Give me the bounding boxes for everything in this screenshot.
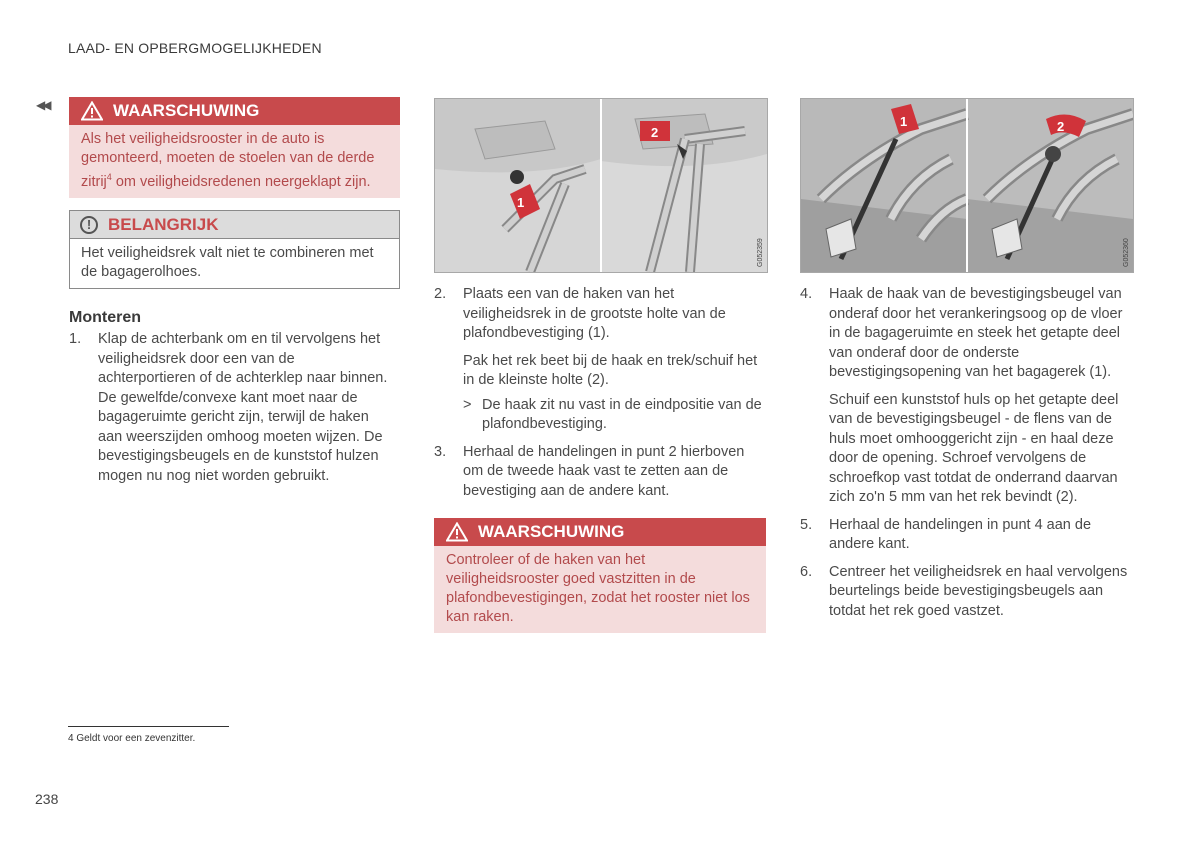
page-number: 238 [35, 791, 59, 807]
step-3: 3. Herhaal de handelingen in punt 2 hierboven om de tweede haak vast te zetten aan de bevestiging aan de andere kant. [434, 443, 745, 499]
step-2-result: > De haak zit nu vast in de eindpositie van de plafondbevestiging. [463, 396, 762, 432]
image-code: G052359 [757, 238, 764, 267]
step-1: 1. Klap de achterbank om en til vervolgens het veiligheidsrek door een van de achterportieren of de achterklep naar binnen. De gewelfde/convexe kant moet naar de bagageruimte gericht zijn, terwijl de haken aan weerszijden omhoog moeten wijzen. De bevestigingsbeugels en de kunststof hulzen mogen nu nog niet worden gebruikt. [69, 331, 388, 484]
important-header [69, 210, 400, 238]
step-2-para: Pak het rek beet bij de haak en trek/schuif het in de kleinste holte (2). [463, 352, 758, 388]
step-5: 5. Herhaal de handelingen in punt 4 aan de andere kant. [800, 516, 1092, 552]
warning-text: Als het veiligheidsrooster in de auto is gemonteerd, moeten de stoelen van de derde zitrij$^4$ om veiligheidsredenen neergeklapt zijn. [69, 125, 400, 198]
important-label: BELANGRIJK [108, 214, 219, 234]
warning-label: WAARSCHUWING [113, 101, 260, 120]
warning-header-2 [434, 518, 766, 546]
illustration-ceiling-mount [434, 98, 768, 273]
page-header-title: LAAD- EN OPBERGMOGELIJKHEDEN [68, 40, 322, 56]
step-4-para: Schuif een kunststof huls op het getapte deel van de bevestigingsbeugel - de flens van de huls moet omhooggericht zijn - en haal deze door de opening. Schroef vervolgens de schroefkop vast totdat de onderrand daarvan zich zo'n 5 mm van het rek bevindt (2). [829, 391, 1119, 505]
illustration-floor-mount [800, 98, 1134, 273]
warning-box-2 [434, 518, 766, 633]
callout-1b: 1 [900, 114, 908, 129]
image-code-2: G052360 [1123, 238, 1130, 267]
step-4: 4. Haak de haak van de bevestigingsbeugel van onderaf door het verankeringsoog op de vloer in de bagageruimte en steek het getapte deel van onderaf door de onderste bevestigingsopening van het bagagerek (1). Schuif een kunststof huls op het getapte deel van de bevestigingsbeugel - de flens van de huls moet omhooggericht zijn - en haal deze door de opening. Schroef vervolgens de schroefkop vast totdat de onderrand daarvan zich zo'n 5 mm van het rek bevindt (2). 5. Herhaal de handelingen in punt 4 aan de andere kant. 6. Centreer het veiligheidsrek en haal vervolgens beurtelings beide bevestigingsbeugels aan totdat het rek goed vastzet. [800, 285, 1132, 621]
important-text: Het veiligheidsrek valt niet te combineren met de bagagerolhoes. [69, 238, 400, 289]
footnote-divider [68, 726, 229, 727]
step-6: 6. Centreer het veiligheidsrek en haal vervolgens beurtelings beide bevestigingsbeugels aan totdat het rek goed vastzet. [800, 563, 1128, 619]
double-chevron-left-icon[interactable]: ◀◀ [36, 98, 49, 112]
callout-2b: 2 [1057, 119, 1065, 134]
important-box [69, 210, 400, 289]
warning-label-2: WAARSCHUWING [478, 522, 625, 541]
warning-text-2: Controleer of de haken van het veiligheidsrooster goed vastzitten in de plafondbevestigingen, zodat het rooster niet los kan raken. [434, 546, 766, 633]
ceiling-mount-illustration [435, 99, 767, 272]
callout-2: 2 [651, 125, 659, 140]
footnote: 4 Geldt voor een zevenzitter. [68, 733, 196, 744]
warning-box [69, 97, 400, 198]
warning-triangle-icon [81, 101, 103, 121]
exclamation-circle-icon: ! [80, 216, 98, 234]
warning-header [69, 97, 400, 125]
warning-triangle-icon [446, 522, 468, 542]
section-title: Monteren [69, 309, 141, 326]
step-2: 2. Plaats een van de haken van het veiligheidsrek in de grootste holte van de plafondbevestiging (1). Pak het rek beet bij de haak en trek/schuif het in de kleinste holte (2). > De haak zit nu vast in de eindpositie van de plafondbevestiging. 3. Herhaal de handelingen in punt 2 hierboven om de tweede haak vast te zetten aan de bevestiging aan de andere kant. [434, 285, 766, 501]
floor-mount-illustration [801, 99, 1133, 272]
callout-1: 1 [517, 195, 525, 210]
